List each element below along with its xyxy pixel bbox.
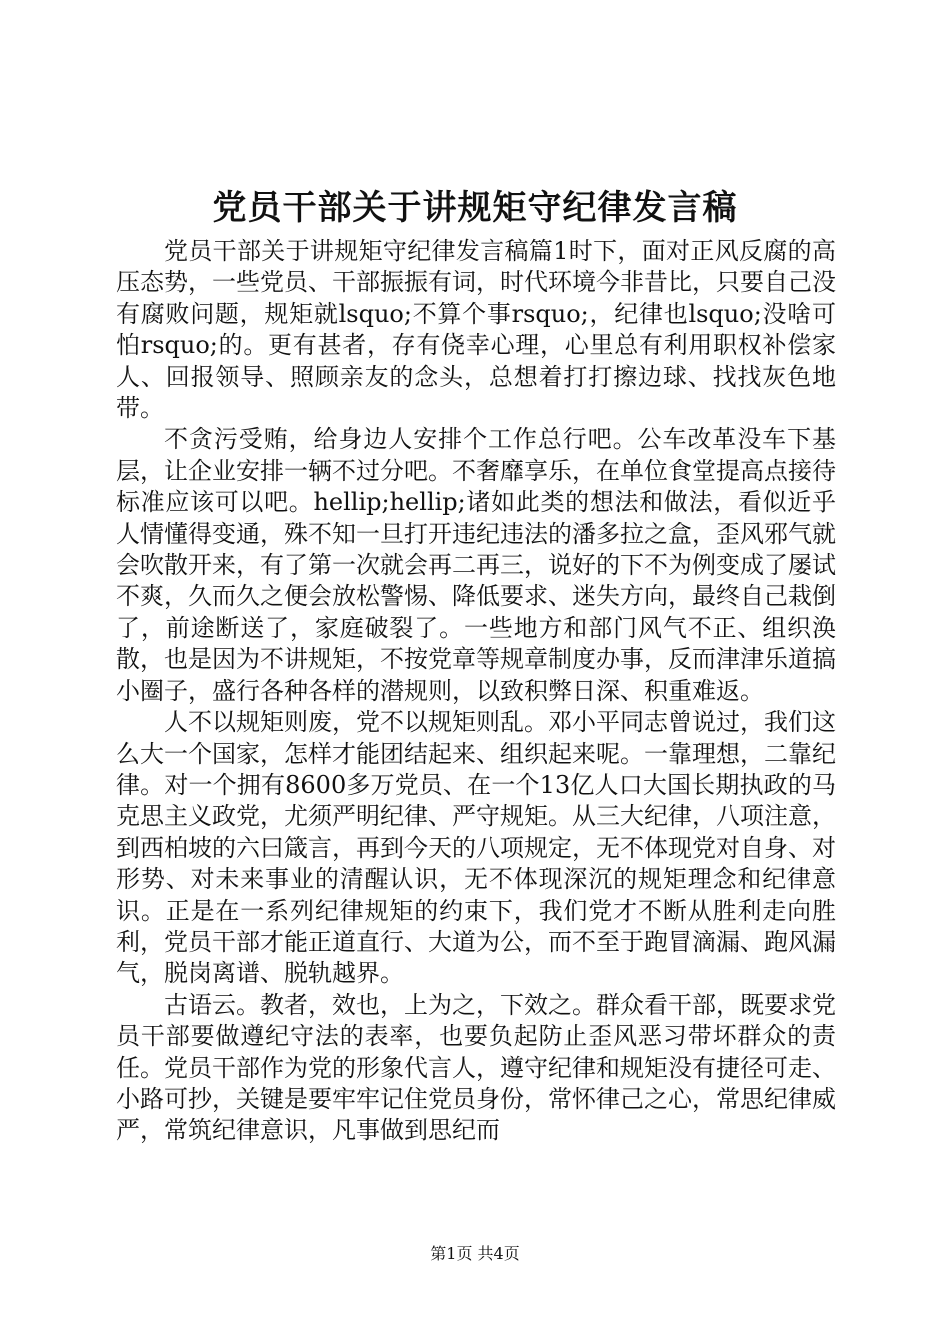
page-footer: 第1页 共4页 <box>430 1244 520 1263</box>
paragraph-4: 古语云。教者，效也，上为之，下效之。群众看干部，既要求党员干部要做遵纪守法的表率，也要负起防止歪风恶习带坏群众的责任。党员干部作为党的形象代言人，遵守纪律和规矩没有捷径可走、小路可抄，关键是要牢牢记住党员身份，常怀律己之心，常思纪律威严，常筑纪律意识，凡事做到思纪而 <box>116 990 836 1145</box>
document-body <box>116 236 836 1147</box>
document-title: 党员干部关于讲规矩守纪律发言稿 <box>212 188 738 228</box>
paragraph-2: 不贪污受贿，给身边人安排个工作总行吧。公车改革没车下基层，让企业安排一辆不过分吧。不奢靡享乐，在单位食堂提高点接待标准应该可以吧。hellip;hellip;诸如此类的想法和做法，看似近乎人情懂得变通，殊不知一旦打开违纪违法的潘多拉之盒，歪风邪气就会吹散开来，有了第一次就会再二再三，说好的下不为例变成了屡试不爽，久而久之便会放松警惕、降低要求、迷失方向，最终自己栽倒了，前途断送了，家庭破裂了。一些地方和部门风气不正、组织涣散，也是因为不讲规矩，不按党章等规章制度办事，反而津津乐道搞小圈子，盛行各种各样的潜规则，以致积弊日深、积重难返。 <box>116 425 836 705</box>
paragraph-3: 人不以规矩则废，党不以规矩则乱。邓小平同志曾说过，我们这么大一个国家，怎样才能团结起来、组织起来呢。一靠理想，二靠纪律。对一个拥有8600多万党员、在一个13亿人口大国长期执政的马克思主义政党，尤须严明纪律、严守规矩。从三大纪律，八项注意，到西柏坡的六曰箴言，再到今天的八项规定，无不体现党对自身、对形势、对未来事业的清醒认识，无不体现深沉的规矩理念和纪律意识。正是在一系列纪律规矩的约束下，我们党才不断从胜利走向胜利，党员干部才能正道直行、大道为公，而不至于跑冒滴漏、跑风漏气，脱岗离谱、脱轨越界。 <box>116 708 836 988</box>
paragraph-1: 党员干部关于讲规矩守纪律发言稿篇1时下，面对正风反腐的高压态势，一些党员、干部振振有词，时代环境今非昔比，只要自己没有腐败问题，规矩就lsquo;不算个事rsquo;，纪律也lsquo;没啥可怕rsquo;的。更有甚者，存有侥幸心理，心里总有利用职权补偿家人、回报领导、照顾亲友的念头，总想着打打擦边球、找找灰色地带。 <box>116 237 836 423</box>
